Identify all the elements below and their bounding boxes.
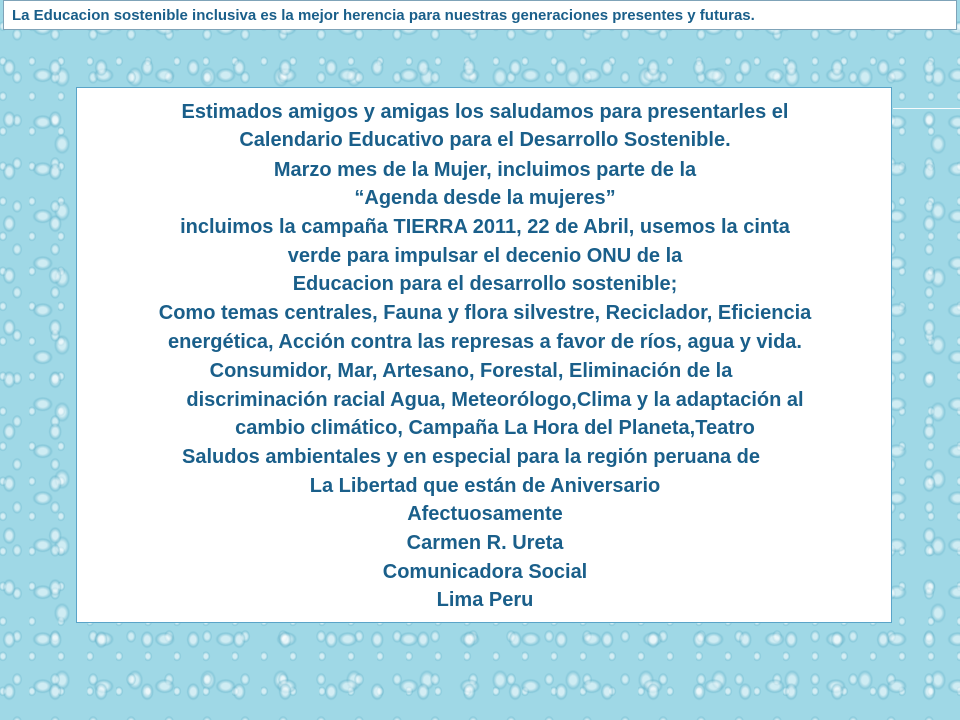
message-line-closing: Afectuosamente [407,503,563,525]
message-line-themes: Como temas centrales, Fauna y flora silvestre, Reciclador, Eficiencia [158,302,812,324]
signature-name: Carmen R. Ureta [406,532,564,554]
signature-title: Comunicadora Social [382,561,588,583]
message-line-education: Educacion para el desarrollo sostenible; [292,273,678,295]
message-line-greeting: Estimados amigos y amigas los saludamos para presentarles el [181,101,789,123]
message-line-march: Marzo mes de la Mujer, incluimos parte de la [273,159,697,181]
message-line-energy: energética, Acción contra las represas a favor de ríos, agua y vida. [168,331,802,353]
message-line-campaign: incluimos la campaña TIERRA 2011, 22 de Abril, usemos la cinta [180,216,790,238]
banner-text: La Educacion sostenible inclusiva es la mejor herencia para nuestras generaciones presentes y futuras. [12,7,755,24]
message-line-consumer: Consumidor, Mar, Artesano, Forestal, Eliminación de la [209,360,733,382]
message-line-discrimination: discriminación racial Agua, Meteorólogo,Clima y la adaptación al [186,389,804,411]
message-line-climate: cambio climático, Campaña La Hora del Planeta,Teatro [235,417,755,439]
message-line-decade: verde para impulsar el decenio ONU de la [287,245,683,267]
top-banner [3,0,957,30]
signature-location: Lima Peru [436,589,534,611]
message-line-regards: Saludos ambientales y en especial para la región peruana de [182,446,760,468]
message-line-calendar: Calendario Educativo para el Desarrollo Sostenible. [239,129,731,151]
message-line-agenda: “Agenda desde la mujeres” [354,187,616,209]
message-box [76,87,892,623]
decorative-line [893,108,960,109]
message-line-anniversary: La Libertad que están de Aniversario [309,475,661,497]
